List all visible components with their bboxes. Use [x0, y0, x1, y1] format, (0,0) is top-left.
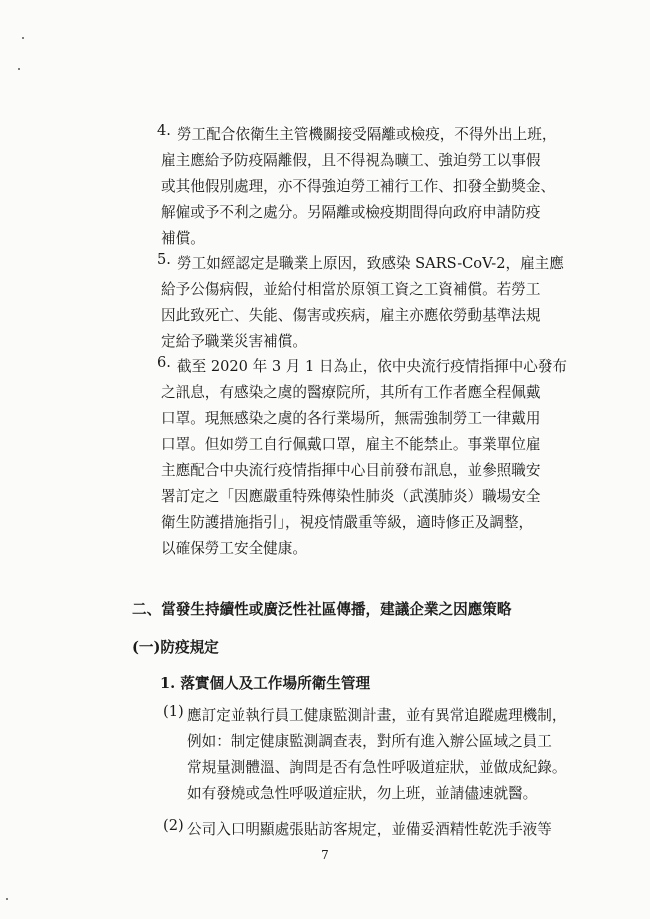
list-item-line: 勞工配合依衛生主管機關接受隔離或檢疫，不得外出上班，: [177, 126, 557, 143]
list-item-line: 因此致死亡、失能、傷害或疾病，雇主亦應依勞動基準法規: [161, 307, 541, 324]
list-item-line: 署訂定之「因應嚴重特殊傳染性肺炎（武漢肺炎）職場安全: [161, 488, 541, 505]
sub-list-item-line: 公司入口明顯處張貼訪客規定，並備妥酒精性乾洗手液等: [187, 821, 552, 838]
list-item-line: 補償。: [161, 230, 205, 247]
subsection-heading: (一)防疫規定: [132, 639, 219, 656]
list-item-line: 口罩。但如勞工自行佩戴口罩，雇主不能禁止。事業單位雇: [161, 436, 541, 453]
list-item-number: 6.: [157, 354, 171, 371]
scan-speck: [6, 898, 8, 900]
list-item-number: 4.: [157, 122, 171, 139]
list-item-line: 截至 2020 年 3 月 1 日為止，依中央流行疫情指揮中心發布: [177, 358, 568, 375]
sub-list-item-number: (1): [163, 703, 184, 720]
list-item-line: 之訊息，有感染之虞的醫療院所，其所有工作者應全程佩戴: [161, 384, 541, 401]
list-item-line: 勞工如經認定是職業上原因，致感染 SARS-CoV-2，雇主應: [177, 255, 564, 272]
list-item-line: 給予公傷病假，並給付相當於原領工資之工資補償。若勞工: [161, 281, 541, 298]
list-item-line: 衛生防護措施指引」，視疫情嚴重等級，適時修正及調整，: [161, 514, 534, 531]
list-item-line: 解僱或予不利之處分。另隔離或檢疫期間得向政府申請防疫: [161, 204, 541, 221]
sub-item-heading: 1. 落實個人及工作場所衛生管理: [160, 675, 371, 692]
section-heading: 二、當發生持續性或廣泛性社區傳播，建議企業之因應策略: [132, 601, 512, 618]
sub-list-item-line: 應訂定並執行員工健康監測計畫，並有異常追蹤處理機制，: [187, 707, 567, 724]
sub-list-item-line: 如有發燒或急性呼吸道症狀，勿上班，並請儘速就醫。: [187, 785, 538, 802]
list-item-line: 口罩。現無感染之虞的各行業場所，無需強制勞工一律戴用: [161, 410, 541, 427]
list-item-line: 定給予職業災害補償。: [161, 333, 307, 350]
list-item-line: 主應配合中央流行疫情指揮中心目前發布訊息，並參照職安: [161, 462, 541, 479]
list-item-line: 雇主應給予防疫隔離假，且不得視為曠工、強迫勞工以事假: [161, 152, 541, 169]
page-number: 7: [321, 848, 329, 862]
sub-list-item-number: (2): [163, 817, 184, 834]
sub-list-item-line: 常規量測體溫、詢問是否有急性呼吸道症狀，並做成紀錄。: [187, 759, 567, 776]
scan-speck: [18, 68, 20, 70]
sub-list-item-line: 例如：制定健康監測調查表，對所有進入辦公區域之員工: [187, 733, 552, 750]
list-item-number: 5.: [157, 251, 171, 268]
list-item-line: 或其他假別處理，亦不得強迫勞工補行工作、扣發全勤獎金、: [161, 178, 556, 195]
scan-speck: [22, 37, 24, 39]
list-item-line: 以確保勞工安全健康。: [161, 540, 307, 557]
